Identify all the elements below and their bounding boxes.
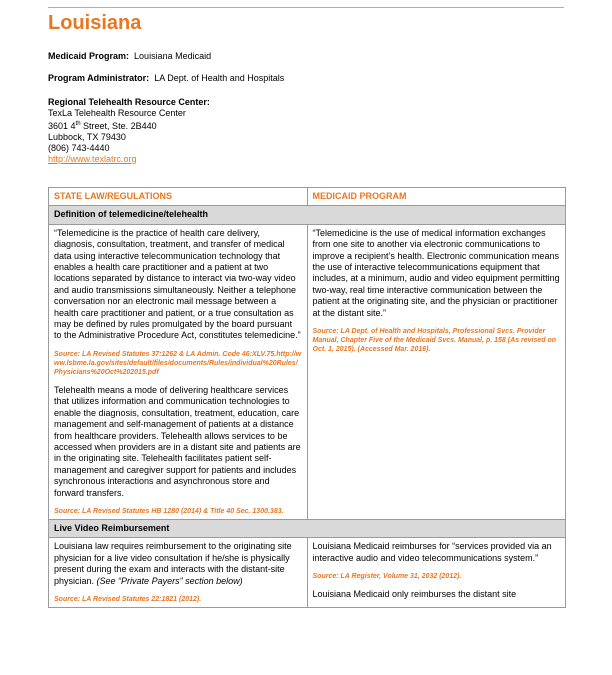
column-header-law: STATE LAW/REGULATIONS [49,188,308,206]
resource-center-city: Lubbock, TX 79430 [48,132,126,142]
definition-law-source: Source: LA Revised Statutes 37:1262 & LA Admin. Code 46:XLV.75.http://www.lsbme.la.gov/sites/default/files/documents/Rules/individual%20Rules/Physicians%20Oct%202015.pdf [54,350,302,376]
medicaid-program-label: Medicaid Program: [48,51,130,61]
program-administrator-line [48,73,284,84]
telehealth-law-text: Telehealth means a mode of delivering healthcare services that utilizes information and communication technologies to enable the diagnosis, consultation, treatment, education, care management and self-management of patients at a distance from healthcare providers. Telehealth allows services to be accessed when providers are in a distant site and patients are in the originating site. Telehealth facilitates patient self-management and caregiver support for patients and includes synchronous interactions and asynchronous store and forward transfers. [54,384,301,498]
live-video-medicaid-source: Source: LA Register, Volume 31, 2032 (2012). [312,573,462,581]
table-row [49,224,566,519]
policy-table [48,187,566,608]
live-video-medicaid-text: Louisiana Medicaid reimburses for “services provided via an interactive audio and video telecommunications system.” [312,541,552,563]
telehealth-law-source: Source: LA Revised Statutes HB 1280 (2014) & Title 40 Sec. 1300.383. [54,507,284,515]
definition-medicaid-source: Source: LA Dept. of Health and Hospitals, Professional Svcs. Provider Manual, Chapter Five of the Medicaid Svcs. Manual, p. 158 (As revised on Oct. 1, 2015). (Accessed Mar. 2016). [312,328,557,354]
resource-center-label: Regional Telehealth Resource Center: [48,97,210,107]
table-header-row [49,188,566,206]
table-row [49,538,566,608]
program-administrator-value: LA Dept. of Health and Hospitals [154,73,285,83]
definition-medicaid-text: “Telemedicine is the use of medical information exchanges from one site to another via electronic communications to improve a recipient’s health. Electronic communication means the use of interactive telecommunications equipment that includes, at a minimum, audio and video equipment permitting two-way, real time interactive communication between the patient at the originating site, and the physician or practitioner at the distant site.” [312,227,560,318]
live-video-medicaid-text-2: Louisiana Medicaid only reimburses the distant site [312,589,517,600]
live-video-law-source: Source: LA Revised Statutes 22:1821 (2012). [54,595,202,603]
live-video-medicaid-cell [307,538,566,608]
medicaid-program-value: Louisiana Medicaid [134,51,212,61]
resource-center-phone: (806) 743-4440 [48,143,110,153]
section-header-row [49,519,566,537]
section-title-live-video: Live Video Reimbursement [49,519,566,537]
program-administrator-label: Program Administrator: [48,73,150,83]
column-header-medicaid: MEDICAID PROGRAM [307,188,566,206]
section-title-definition: Definition of telemedicine/telehealth [49,206,566,224]
live-video-law-text: Louisiana law requires reimbursement to the originating site physician for a live video consultation if he/she is physically present during the exam and interacts with the distant-site physician. (See “Private Payers” section below) [54,541,292,586]
resource-center-name: TexLa Telehealth Resource Center [48,108,186,118]
resource-center-link[interactable]: http://www.texlatrc.org [48,154,137,164]
section-header-row [49,206,566,224]
top-rule [48,7,564,8]
definition-law-text: “Telemedicine is the practice of health care delivery, diagnosis, consultation, treatment, and transfer of medical data using interactive telecommunication technology that enables a health care practitioner and a patient at two locations separated by distance to interact via two-way video and audio transmissions simultaneously. Neither a telephone conversation nor an electronic mail message between a health care practitioner and patient, or a true consultation as may be defined by rules promulgated by the board pursuant to the Administrative Procedure Act, constitutes telemedicine.” [54,227,301,341]
definition-medicaid-cell [307,224,566,519]
page-title: Louisiana [48,12,142,34]
medicaid-program-line [48,51,211,62]
definition-law-cell [49,224,308,519]
live-video-law-cell [49,538,308,608]
resource-center-block [48,97,210,165]
resource-center-address: 3601 4th Street, Ste. 2B440 [48,121,157,131]
